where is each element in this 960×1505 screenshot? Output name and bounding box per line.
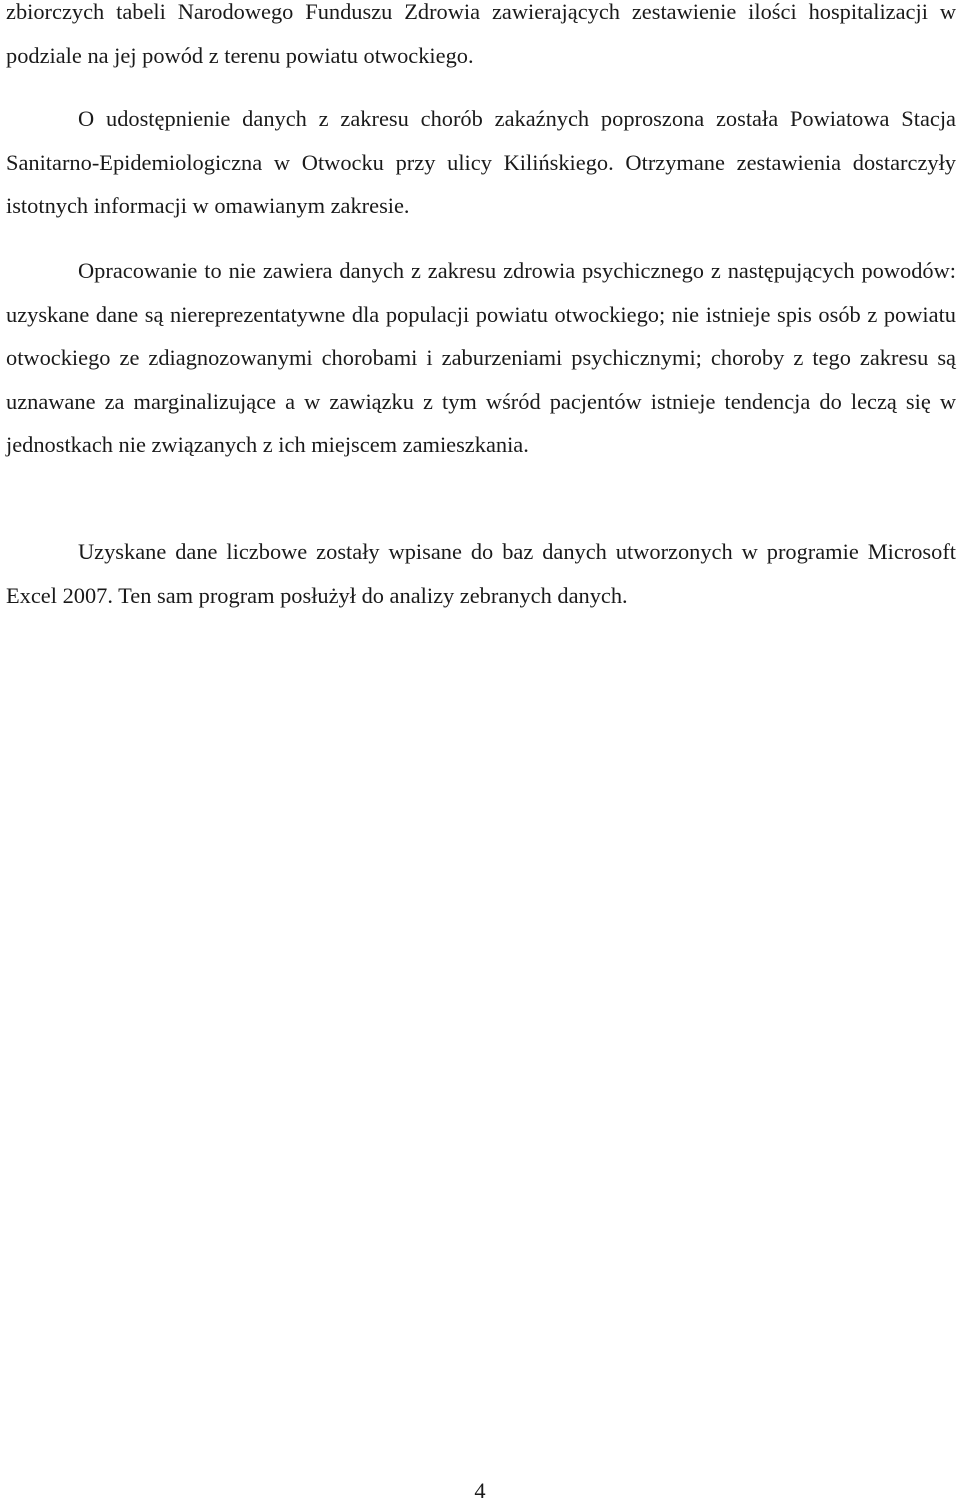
paragraph-infectious-diseases: O udostępnienie danych z zakresu chorób zakaźnych poproszona została Powiatowa Stacja Sanitarno-Epidemiologiczna w Otwocku przy ulicy Kilińskiego. Otrzymane zestawienia dostarczyły istotnych informacji w omawianym zakresie. bbox=[6, 106, 956, 219]
paragraph-mental-health: Opracowanie to nie zawiera danych z zakresu zdrowia psychicznego z następujących powodów: uzyskane dane są niereprezentatywne dla populacji powiatu otwockiego; nie istnieje spis osób z powiatu otwockiego ze zdiagnozowanymi chorobami i zaburzeniami psychicznymi; choroby z tego zakresu są uznawane za marginalizujące a w zawiązku z tym wśród pacjentów istnieje tendencja do leczą się w jednostkach nie związanych z ich miejscem zamieszkania. bbox=[6, 258, 956, 458]
page-number: 4 bbox=[474, 1478, 486, 1503]
paragraph-data-analysis: Uzyskane dane liczbowe zostały wpisane do baz danych utworzonych w programie Microsoft Excel 2007. Ten sam program posłużył do analizy zebranych danych. bbox=[6, 539, 956, 608]
paragraph-continuation: zbiorczych tabeli Narodowego Funduszu Zdrowia zawierających zestawienie ilości hospitalizacji w podziale na jej powód z terenu powiatu otwockiego. bbox=[6, 0, 956, 68]
